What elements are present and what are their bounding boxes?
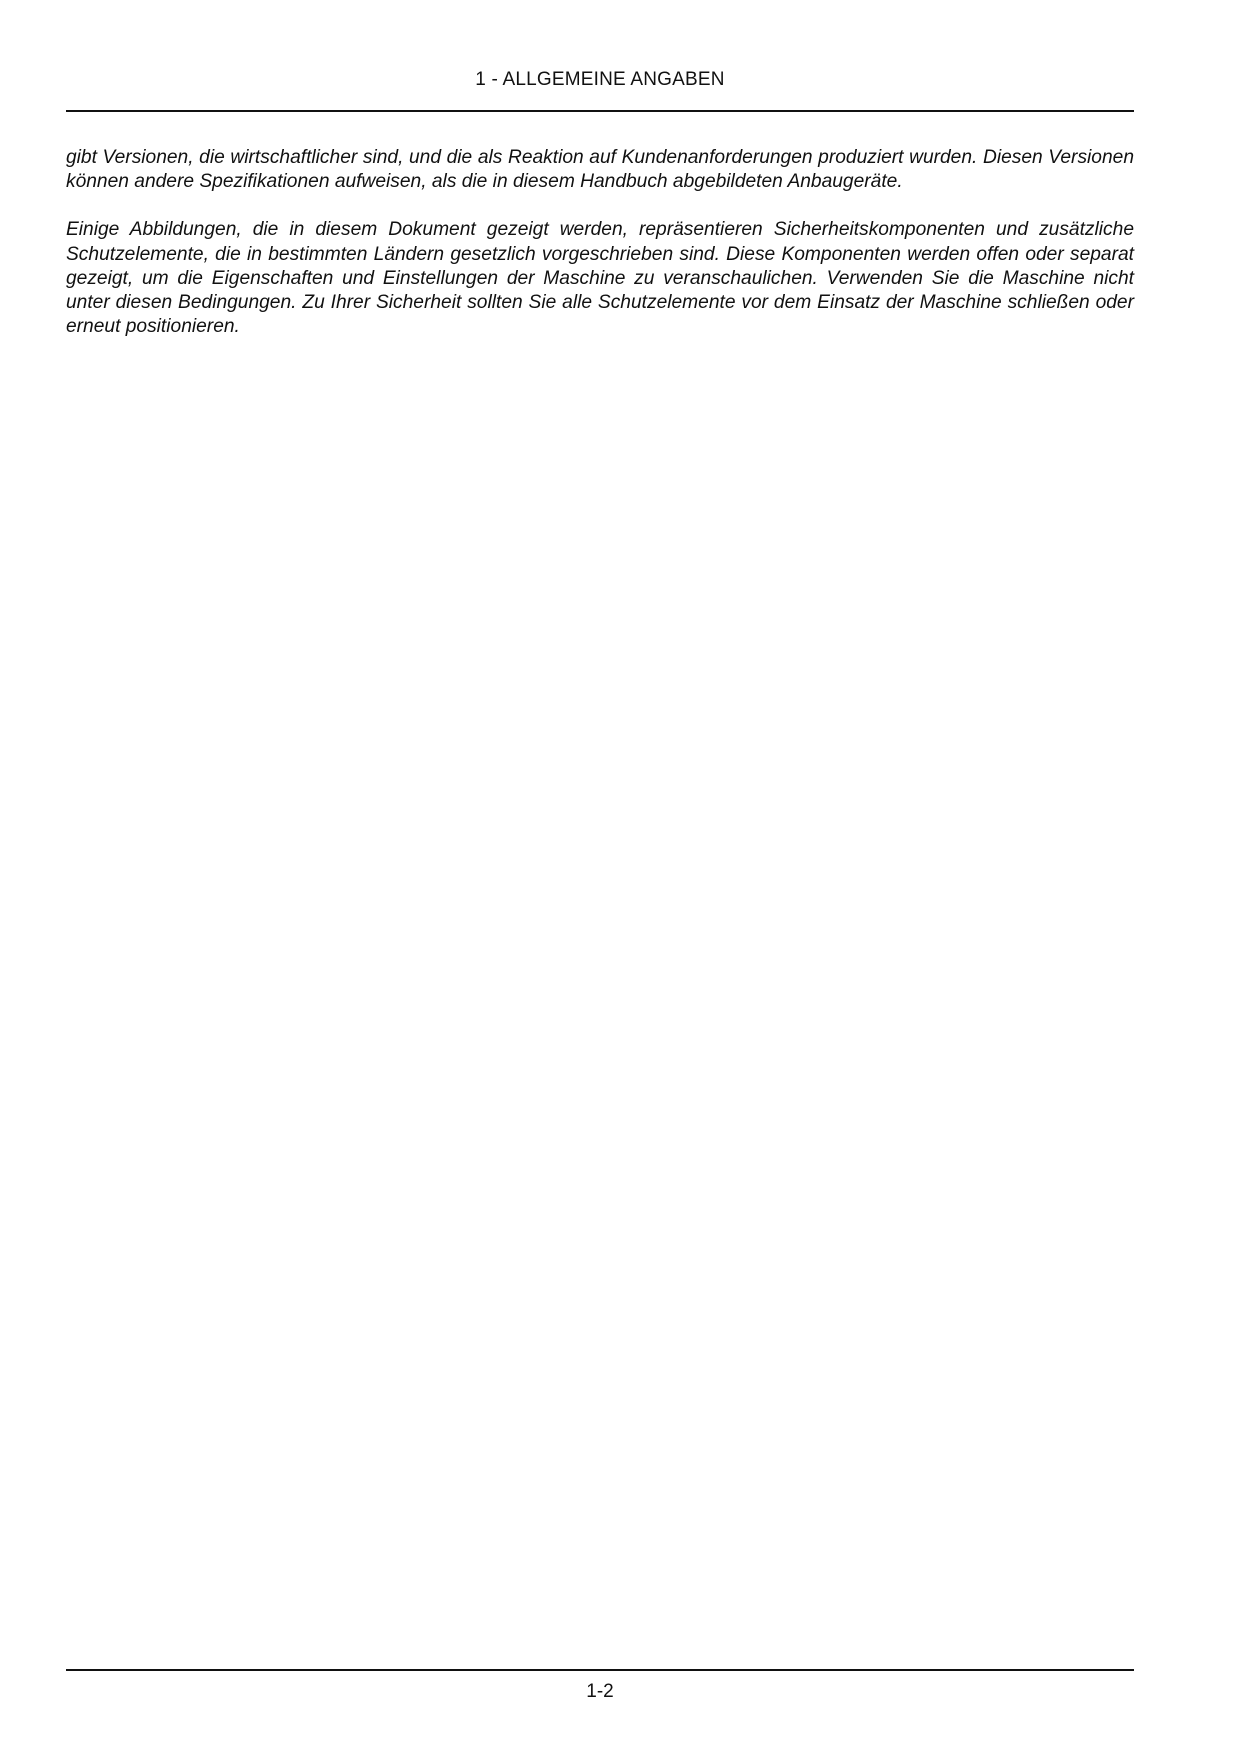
paragraph-safety-components: Einige Abbildungen, die in diesem Dokument gezeigt werden, repräsentieren Sicherheitskomponenten und zusätzliche Schutzelemente, die in bestimmten Ländern gesetzlich vorgeschrieben sind. Diese Komponenten werden offen oder separat gezeigt, um die Eigenschaften und Einstellungen der Maschine zu veranschaulichen. Verwenden Sie die Maschine nicht unter diesen Bedingungen. Zu Ihrer Sicherheit sollten Sie alle Schutzelemente vor dem Einsatz der Maschine schließen oder erneut positionieren.: [66, 219, 1134, 338]
footer-divider: [66, 1669, 1134, 1671]
page-number: 1-2: [586, 1681, 614, 1702]
document-body: [66, 146, 1134, 363]
page-header-title: 1 - ALLGEMEINE ANGABEN: [475, 69, 725, 90]
header-divider: [66, 110, 1134, 112]
paragraph-versions: gibt Versionen, die wirtschaftlicher sind, und die als Reaktion auf Kundenanforderungen produziert wurden. Diesen Versionen können andere Spezifikationen aufweisen, als die in diesem Handbuch abgebildeten Anbaugeräte.: [66, 147, 1134, 193]
